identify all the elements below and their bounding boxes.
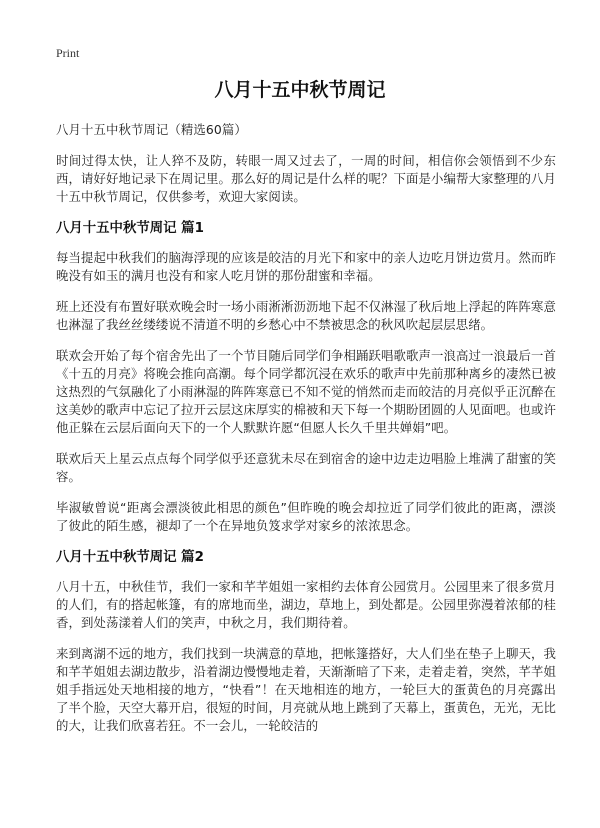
section-1-paragraph-1: 每当提起中秋我们的脑海浮现的应该是皎洁的月光下和家中的亲人边吃月饼边赏月。然而昨晚没有如玉的满月也没有和家人吃月饼的那份甜蜜和幸福。 bbox=[56, 250, 556, 283]
intro-paragraph: 时间过得太快，让人猝不及防，转眼一周又过去了，一周的时间，相信你会领悟到不少东西，请好好地记录下在周记里。那么好的周记是什么样的呢？下面是小编帮大家整理的八月十五中秋节周记，仅供参考，欢迎大家阅读。 bbox=[56, 153, 556, 204]
section-1-paragraph-2: 班上还没有布置好联欢晚会时一场小雨淅淅沥沥地下起不仅淋湿了秋后地上浮起的阵阵寒意也淋湿了我丝丝缕缕说不清道不明的乡愁心中不禁被思念的秋风吹起层层思绪。 bbox=[56, 299, 556, 332]
section-1-paragraph-3: 联欢会开始了每个宿舍先出了一个节目随后同学们争相踊跃唱歌歌声一浪高过一浪最后一首《十五的月亮》将晚会推向高潮。每个同学都沉浸在欢乐的歌声中先前那种离乡的凄然已被这热烈的气氛融化了小雨淋湿的阵阵寒意已不知不觉的悄然而走而皎洁的月亮似乎正沉醉在这美妙的歌声中忘记了拉开云层这床厚实的棉被和天下每一个期盼团圆的人见面吧。也或许他正躲在云层后面向天下的一个人默默许愿“但愿人长久千里共婵娟”吧。 bbox=[56, 348, 556, 435]
section-heading-1: 八月十五中秋节周记 篇1 bbox=[56, 221, 204, 236]
section-1-paragraph-4: 联欢后天上星云点点每个同学似乎还意犹未尽在到宿舍的途中边走边唱脸上堆满了甜蜜的笑容。 bbox=[56, 451, 556, 484]
document-body bbox=[56, 121, 556, 748]
section-heading-2: 八月十五中秋节周记 篇2 bbox=[56, 550, 204, 565]
section-2-paragraph-1: 八月十五，中秋佳节，我们一家和芊芊姐姐一家相约去体育公园赏月。公园里来了很多赏月的人们，有的搭起帐篷，有的席地而坐，湖边，草地上，到处都是。公园里弥漫着浓郁的桂香，到处荡漾着人们的笑声，中秋之月，我们期待着。 bbox=[56, 579, 556, 630]
document-title: 八月十五中秋节周记 bbox=[214, 79, 386, 101]
document-subtitle: 八月十五中秋节周记（精选60篇） bbox=[56, 122, 247, 137]
section-2-paragraph-2: 来到离湖不远的地方，我们找到一块满意的草地，把帐篷搭好，大人们坐在垫子上聊天，我和芊芊姐姐去湖边散步，沿着湖边慢慢地走着，天渐渐暗了下来，走着走着，突然，芊芊姐姐手指远处天地相接的地方，“快看”！在天地相连的地方，一轮巨大的蛋黄色的月亮露出了半个脸，天空大幕开启，很短的时间，月亮就从地上跳到了天幕上，蛋黄色，无光，无比的大，让我们欣喜若狂。不一会儿，一轮皎洁的 bbox=[56, 646, 556, 733]
section-1-paragraph-5: 毕淑敏曾说“距离会漂淡彼此相思的颜色”但昨晚的晚会却拉近了同学们彼此的距离，漂淡了彼此的陌生感，褪却了一个在异地负笈求学对家乡的浓浓思念。 bbox=[56, 500, 556, 533]
print-link[interactable]: Print bbox=[56, 46, 80, 60]
